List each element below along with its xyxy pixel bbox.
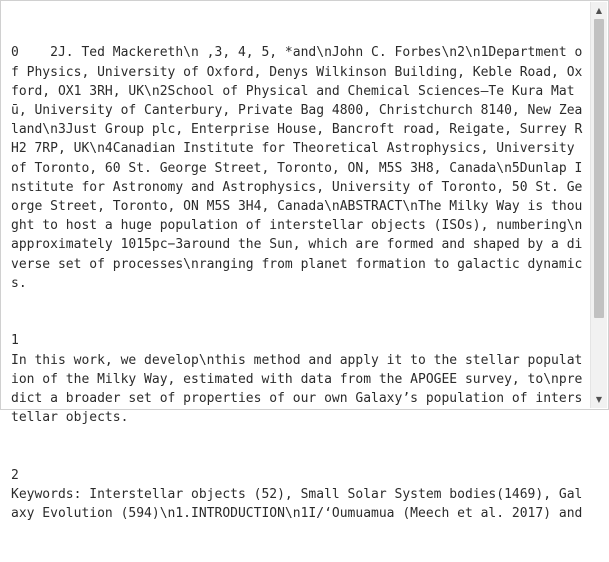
text-block-0: 0 2J. Ted Mackereth\n ,3, 4, 5, *and\nJohn C. Forbes\n2\n1Department of Physics, University of Oxford, Denys Wilkinson Building, Keble Road, Oxford, OX1 3RH, UK\n2School of Physical and Chemical Sciences—Te Kura Matū, University of Canterbury, Private Bag 4800, Christchurch 8140, New Zealand\n3Just Group plc, Enterprise House, Bancroft road, Reigate, Surrey RH2 7RP, UK\n4Canadian Institute for Theoretical Astrophysics, University of Toronto, 60 St. George Street, Toronto, ON, M5S 3H8, Canada\n5Dunlap Institute for Astronomy and Astrophysics, University of Toronto, 50 St. George Street, Toronto, ON M5S 3H4, Canada\nABSTRACT\nThe Milky Way is thought to host a huge population of interstellar objects (ISOs), numbering\napproximately 1015pc−3around the Sun, which are formed and shaped by a diverse set of processes\nranging from planet formation to galactic dynamics.	[11, 45, 583, 291]
scrollbar-thumb[interactable]	[594, 19, 604, 318]
vertical-scrollbar[interactable]	[590, 2, 607, 408]
text-block-2: 2 Keywords: Interstellar objects (52), Small Solar System bodies(1469), Galaxy Evolution (594)\n1.INTRODUCTION\n1I/‘Oumuamua (Meech et al. 2017) and	[11, 467, 583, 522]
scroll-down-icon[interactable]: ▼	[595, 395, 603, 404]
document-text[interactable]	[11, 5, 583, 522]
scroll-up-icon[interactable]: ▲	[595, 6, 603, 15]
text-block-1: 1 In this work, we develop\nthis method and apply it to the stellar population of the Milky Way, estimated with data from the APOGEE survey, to\npredict a broader set of properties of our own Galaxy’s population of interstellar objects.	[11, 333, 583, 426]
